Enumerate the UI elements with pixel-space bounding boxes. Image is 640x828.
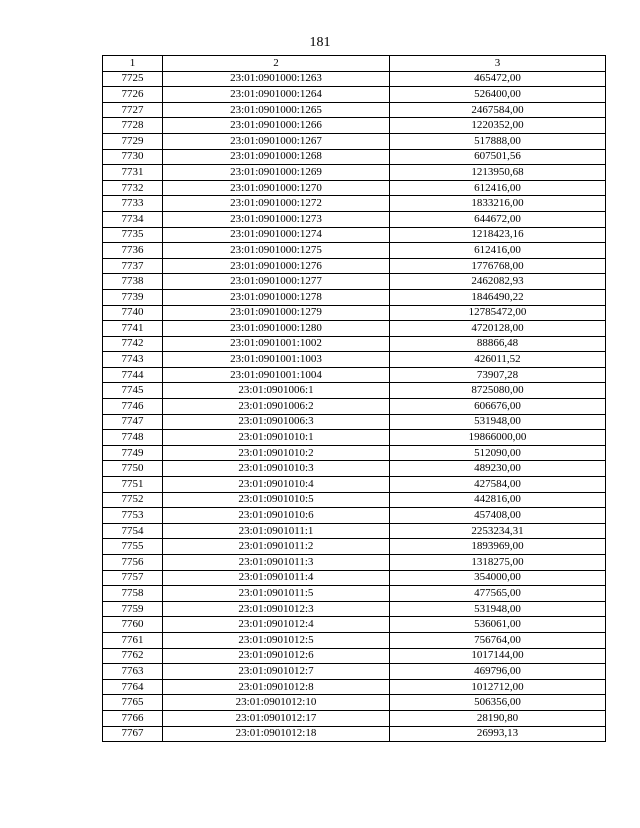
table-row (103, 321, 606, 337)
cadastral-number-cell: 23:01:0901006:3 (163, 414, 390, 430)
table-body (103, 71, 606, 742)
table-row (103, 695, 606, 711)
table-row (103, 710, 606, 726)
cadastral-value-cell: 73907,28 (390, 367, 606, 383)
table-row (103, 211, 606, 227)
page-number: 181 (309, 35, 331, 50)
table-row (103, 477, 606, 493)
cadastral-value-cell: 1213950,68 (390, 165, 606, 181)
row-number-cell: 7746 (103, 399, 163, 415)
cadastral-number-cell: 23:01:0901000:1279 (163, 305, 390, 321)
cadastral-value-cell: 88866,48 (390, 336, 606, 352)
table-row (103, 508, 606, 524)
cadastral-number-cell: 23:01:0901010:3 (163, 461, 390, 477)
cadastral-number-cell: 23:01:0901011:5 (163, 586, 390, 602)
cadastral-value-cell: 469796,00 (390, 664, 606, 680)
table-row (103, 118, 606, 134)
cadastral-number-cell: 23:01:0901000:1266 (163, 118, 390, 134)
cadastral-number-cell: 23:01:0901012:8 (163, 679, 390, 695)
row-number-cell: 7733 (103, 196, 163, 212)
cadastral-number-cell: 23:01:0901010:1 (163, 430, 390, 446)
table-row (103, 71, 606, 87)
cadastral-value-cell: 607501,56 (390, 149, 606, 165)
table-row (103, 632, 606, 648)
cadastral-value-cell: 457408,00 (390, 508, 606, 524)
row-number-cell: 7732 (103, 180, 163, 196)
cadastral-value-cell: 465472,00 (390, 71, 606, 87)
row-number-cell: 7756 (103, 555, 163, 571)
cadastral-number-cell: 23:01:0901000:1280 (163, 321, 390, 337)
table-row (103, 227, 606, 243)
cadastral-value-cell: 28190,80 (390, 710, 606, 726)
cadastral-value-cell: 26993,13 (390, 726, 606, 742)
row-number-cell: 7735 (103, 227, 163, 243)
cadastral-number-cell: 23:01:0901011:1 (163, 523, 390, 539)
table-row (103, 196, 606, 212)
table-row (103, 726, 606, 742)
cadastral-value-cell: 4720128,00 (390, 321, 606, 337)
cadastral-value-cell: 426011,52 (390, 352, 606, 368)
cadastral-value-cell: 442816,00 (390, 492, 606, 508)
cadastral-number-cell: 23:01:0901010:4 (163, 477, 390, 493)
row-number-cell: 7751 (103, 477, 163, 493)
cadastral-value-cell: 19866000,00 (390, 430, 606, 446)
table-row (103, 258, 606, 274)
cadastral-number-cell: 23:01:0901000:1268 (163, 149, 390, 165)
cadastral-value-cell: 489230,00 (390, 461, 606, 477)
table-row (103, 586, 606, 602)
cadastral-value-cell: 1017144,00 (390, 648, 606, 664)
row-number-cell: 7725 (103, 71, 163, 87)
cadastral-value-cell: 354000,00 (390, 570, 606, 586)
cadastral-number-cell: 23:01:0901006:2 (163, 399, 390, 415)
table-row (103, 601, 606, 617)
cadastral-number-cell: 23:01:0901012:10 (163, 695, 390, 711)
cadastral-number-cell: 23:01:0901001:1002 (163, 336, 390, 352)
cadastral-number-cell: 23:01:0901012:5 (163, 632, 390, 648)
cadastral-number-cell: 23:01:0901012:18 (163, 726, 390, 742)
cadastral-value-cell: 606676,00 (390, 399, 606, 415)
table-row (103, 336, 606, 352)
row-number-cell: 7763 (103, 664, 163, 680)
row-number-cell: 7741 (103, 321, 163, 337)
row-number-cell: 7750 (103, 461, 163, 477)
cadastral-value-cell: 536061,00 (390, 617, 606, 633)
cadastral-number-cell: 23:01:0901011:3 (163, 555, 390, 571)
table-row (103, 274, 606, 290)
row-number-cell: 7749 (103, 445, 163, 461)
row-number-cell: 7747 (103, 414, 163, 430)
cadastral-value-cell: 756764,00 (390, 632, 606, 648)
cadastral-number-cell: 23:01:0901001:1003 (163, 352, 390, 368)
row-number-cell: 7760 (103, 617, 163, 633)
row-number-cell: 7757 (103, 570, 163, 586)
row-number-cell: 7728 (103, 118, 163, 134)
table-row (103, 539, 606, 555)
row-number-cell: 7761 (103, 632, 163, 648)
row-number-cell: 7736 (103, 243, 163, 259)
row-number-cell: 7745 (103, 383, 163, 399)
cadastral-number-cell: 23:01:0901000:1270 (163, 180, 390, 196)
column-header-2: 2 (163, 56, 390, 72)
cadastral-number-cell: 23:01:0901000:1267 (163, 133, 390, 149)
table-row (103, 461, 606, 477)
cadastral-value-cell: 1833216,00 (390, 196, 606, 212)
table-row (103, 133, 606, 149)
table-row (103, 149, 606, 165)
row-number-cell: 7762 (103, 648, 163, 664)
cadastral-value-cell: 1893969,00 (390, 539, 606, 555)
row-number-cell: 7729 (103, 133, 163, 149)
table-row (103, 367, 606, 383)
cadastral-value-cell: 1318275,00 (390, 555, 606, 571)
row-number-cell: 7767 (103, 726, 163, 742)
table-row (103, 648, 606, 664)
row-number-cell: 7754 (103, 523, 163, 539)
cadastral-number-cell: 23:01:0901000:1263 (163, 71, 390, 87)
cadastral-number-cell: 23:01:0901000:1274 (163, 227, 390, 243)
table-row (103, 165, 606, 181)
table-row (103, 87, 606, 103)
column-header-1: 1 (103, 56, 163, 72)
cadastral-value-cell: 1218423,16 (390, 227, 606, 243)
table-row (103, 414, 606, 430)
row-number-cell: 7766 (103, 710, 163, 726)
cadastral-value-cell: 531948,00 (390, 414, 606, 430)
table-row (103, 383, 606, 399)
row-number-cell: 7744 (103, 367, 163, 383)
row-number-cell: 7748 (103, 430, 163, 446)
cadastral-number-cell: 23:01:0901010:5 (163, 492, 390, 508)
row-number-cell: 7730 (103, 149, 163, 165)
cadastral-value-cell: 517888,00 (390, 133, 606, 149)
cadastral-number-cell: 23:01:0901006:1 (163, 383, 390, 399)
table-row (103, 305, 606, 321)
cadastral-value-cell: 1220352,00 (390, 118, 606, 134)
cadastral-number-cell: 23:01:0901000:1272 (163, 196, 390, 212)
table-row (103, 289, 606, 305)
cadastral-number-cell: 23:01:0901012:17 (163, 710, 390, 726)
cadastral-number-cell: 23:01:0901012:3 (163, 601, 390, 617)
row-number-cell: 7755 (103, 539, 163, 555)
cadastral-number-cell: 23:01:0901000:1278 (163, 289, 390, 305)
table-row (103, 352, 606, 368)
cadastral-value-cell: 1846490,22 (390, 289, 606, 305)
cadastral-number-cell: 23:01:0901012:4 (163, 617, 390, 633)
table-header-row (103, 56, 606, 72)
table-row (103, 523, 606, 539)
cadastral-value-cell: 8725080,00 (390, 383, 606, 399)
table-row (103, 102, 606, 118)
cadastral-number-cell: 23:01:0901000:1277 (163, 274, 390, 290)
row-number-cell: 7759 (103, 601, 163, 617)
row-number-cell: 7734 (103, 211, 163, 227)
cadastral-value-table (102, 55, 606, 742)
cadastral-value-cell: 512090,00 (390, 445, 606, 461)
table-row (103, 445, 606, 461)
cadastral-value-cell: 2253234,31 (390, 523, 606, 539)
cadastral-number-cell: 23:01:0901012:6 (163, 648, 390, 664)
cadastral-value-cell: 427584,00 (390, 477, 606, 493)
row-number-cell: 7753 (103, 508, 163, 524)
row-number-cell: 7743 (103, 352, 163, 368)
table-row (103, 430, 606, 446)
cadastral-value-cell: 612416,00 (390, 180, 606, 196)
cadastral-value-cell: 1012712,00 (390, 679, 606, 695)
row-number-cell: 7764 (103, 679, 163, 695)
cadastral-value-cell: 2462082,93 (390, 274, 606, 290)
row-number-cell: 7740 (103, 305, 163, 321)
cadastral-value-cell: 531948,00 (390, 601, 606, 617)
cadastral-number-cell: 23:01:0901011:4 (163, 570, 390, 586)
cadastral-number-cell: 23:01:0901010:2 (163, 445, 390, 461)
cadastral-number-cell: 23:01:0901012:7 (163, 664, 390, 680)
row-number-cell: 7727 (103, 102, 163, 118)
table-row (103, 664, 606, 680)
row-number-cell: 7737 (103, 258, 163, 274)
table-row (103, 617, 606, 633)
cadastral-value-cell: 506356,00 (390, 695, 606, 711)
row-number-cell: 7742 (103, 336, 163, 352)
table-row (103, 180, 606, 196)
cadastral-number-cell: 23:01:0901001:1004 (163, 367, 390, 383)
row-number-cell: 7738 (103, 274, 163, 290)
row-number-cell: 7758 (103, 586, 163, 602)
cadastral-number-cell: 23:01:0901000:1269 (163, 165, 390, 181)
row-number-cell: 7731 (103, 165, 163, 181)
cadastral-number-cell: 23:01:0901000:1273 (163, 211, 390, 227)
cadastral-number-cell: 23:01:0901000:1276 (163, 258, 390, 274)
table-row (103, 679, 606, 695)
row-number-cell: 7765 (103, 695, 163, 711)
table-row (103, 570, 606, 586)
cadastral-value-cell: 644672,00 (390, 211, 606, 227)
cadastral-number-cell: 23:01:0901011:2 (163, 539, 390, 555)
row-number-cell: 7752 (103, 492, 163, 508)
cadastral-value-cell: 2467584,00 (390, 102, 606, 118)
cadastral-value-cell: 12785472,00 (390, 305, 606, 321)
table-row (103, 243, 606, 259)
cadastral-value-cell: 526400,00 (390, 87, 606, 103)
cadastral-number-cell: 23:01:0901000:1264 (163, 87, 390, 103)
column-header-3: 3 (390, 56, 606, 72)
cadastral-number-cell: 23:01:0901010:6 (163, 508, 390, 524)
cadastral-value-cell: 477565,00 (390, 586, 606, 602)
table-row (103, 492, 606, 508)
cadastral-value-cell: 612416,00 (390, 243, 606, 259)
cadastral-value-cell: 1776768,00 (390, 258, 606, 274)
table-row (103, 555, 606, 571)
row-number-cell: 7739 (103, 289, 163, 305)
table-row (103, 399, 606, 415)
cadastral-number-cell: 23:01:0901000:1275 (163, 243, 390, 259)
cadastral-number-cell: 23:01:0901000:1265 (163, 102, 390, 118)
row-number-cell: 7726 (103, 87, 163, 103)
